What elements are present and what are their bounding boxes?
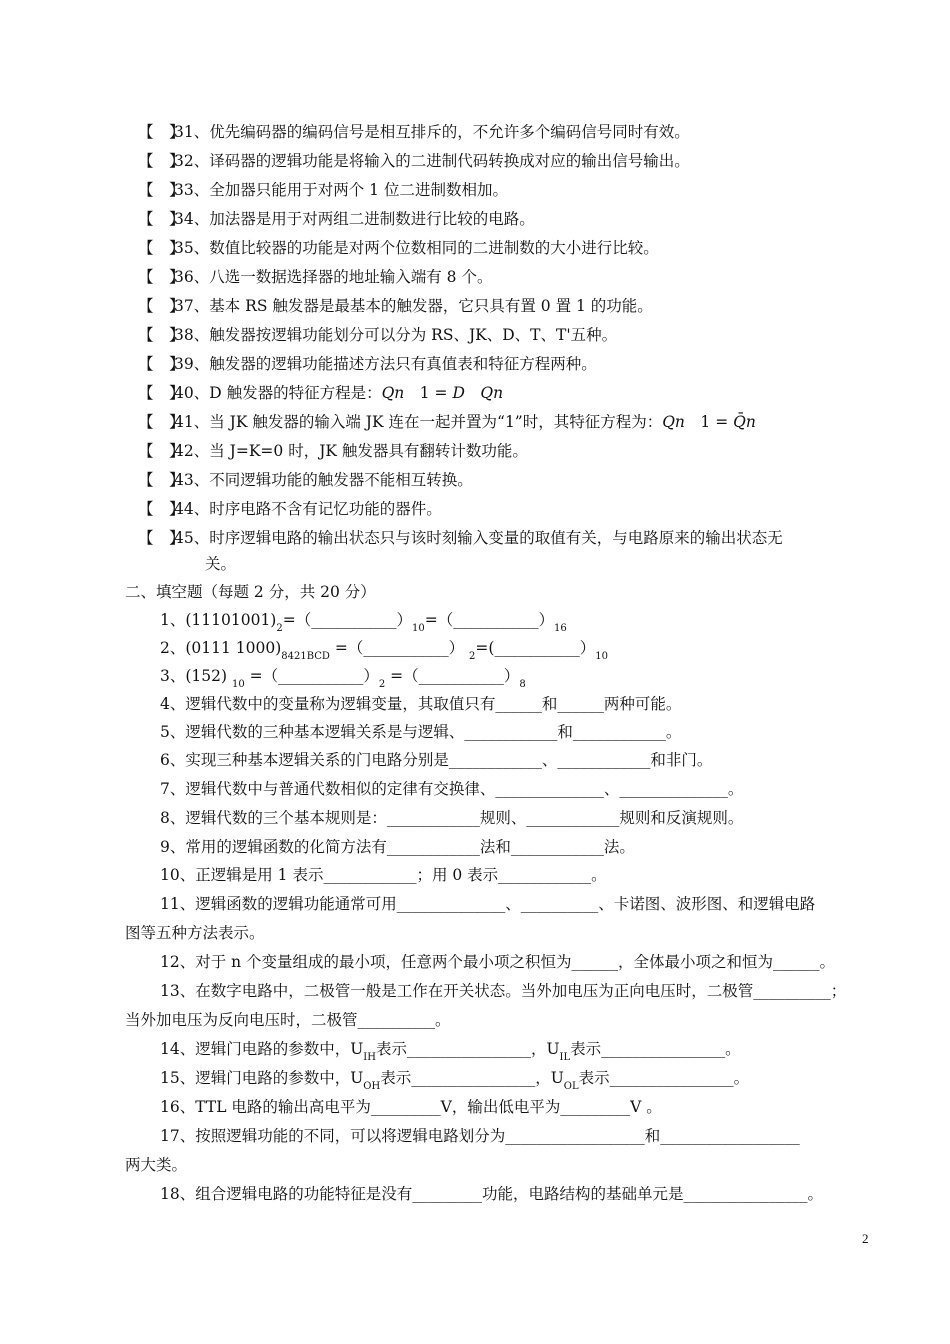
tf-item bbox=[138, 209, 858, 229]
tf-item-text: 45、时序逻辑电路的输出状态只与该时刻输入变量的取值有关，与电路原来的输出状态无 bbox=[174, 529, 783, 547]
fill-q6: 6、实现三种基本逻辑关系的门电路分别是____________、____________和非门。 bbox=[160, 751, 713, 769]
fill-q13-line2: 当外加电压为反向电压时，二极管__________。 bbox=[125, 1011, 451, 1029]
answer-bracket: 【 】 bbox=[138, 268, 185, 286]
answer-bracket: 【 】 bbox=[138, 384, 185, 402]
tf-item-text: 37、基本 RS 触发器是最基本的触发器，它只具有置 0 置 1 的功能。 bbox=[174, 297, 653, 315]
fill-q17-line1: 17、按照逻辑功能的不同，可以将逻辑电路划分为__________________和__________________ bbox=[160, 1127, 800, 1145]
fill-q13-line1: 13、在数字电路中，二极管一般是工作在开关状态。当外加电压为正向电压时，二极管__________； bbox=[160, 982, 847, 1000]
answer-bracket: 【 】 bbox=[138, 123, 185, 141]
tf-item bbox=[138, 180, 858, 200]
fill-q18: 18、组合逻辑电路的功能特征是没有_________功能，电路结构的基础单元是________________。 bbox=[160, 1185, 823, 1203]
fill-q14: 14、逻辑门电路的参数中，$U_{IH}$表示________________，$U_{IL}$表示________________。 bbox=[160, 1040, 741, 1063]
fill-q3: 3、(152) $_{10} =(\_\_\_\_\_\_\_\_\_\_\_)_2$ $=(\_\_\_\_\_\_\_\_\_\_\_)_8$ bbox=[160, 667, 526, 690]
answer-bracket: 【 】 bbox=[138, 181, 185, 199]
answer-bracket: 【 】 bbox=[138, 500, 185, 518]
fill-q11-line2: 图等五种方法表示。 bbox=[125, 924, 265, 942]
fill-q4: 4、逻辑代数中的变量称为逻辑变量，其取值只有______和______两种可能。 bbox=[160, 695, 682, 713]
tf-item bbox=[138, 238, 858, 258]
fill-q16: 16、TTL 电路的输出高电平为_________V，输出低电平为_________V 。 bbox=[160, 1098, 662, 1116]
section-title: 二、填空题（每题 2 分，共 20 分） bbox=[125, 583, 376, 601]
tf-item-text: 41、当 JK 触发器的输入端 JK 连在一起并置为“1”时，其特征方程为：𝑄𝑛 1 = 𝑄̄𝑛 bbox=[174, 413, 756, 431]
fill-q11-line1: 11、逻辑函数的逻辑功能通常可用______________、__________、卡诺图、波形图、和逻辑电路 bbox=[160, 895, 816, 913]
fill-q9: 9、常用的逻辑函数的化简方法有____________法和____________法。 bbox=[160, 838, 635, 856]
fill-q7: 7、逻辑代数中与普通代数相似的定律有交换律、______________、______________。 bbox=[160, 780, 744, 798]
tf-item bbox=[138, 296, 858, 316]
page-number: 2 bbox=[862, 1231, 869, 1246]
tf-item bbox=[138, 151, 858, 171]
fill-q5: 5、逻辑代数的三种基本逻辑关系是与逻辑、____________和____________。 bbox=[160, 723, 682, 741]
tf-item-text: 40、D 触发器的特征方程是：𝑄𝑛 1 = 𝐷 𝑄𝑛 bbox=[174, 384, 504, 402]
tf-item bbox=[138, 499, 858, 519]
fill-q15: 15、逻辑门电路的参数中，$U_{OH}$表示________________，$U_{OL}$表示________________。 bbox=[160, 1069, 750, 1092]
tf-item-text: 39、触发器的逻辑功能描述方法只有真值表和特征方程两种。 bbox=[174, 355, 597, 373]
tf-item bbox=[138, 325, 858, 345]
tf-item bbox=[138, 470, 858, 490]
fill-q1: 1、$(11101001)_2=(\_\_\_\_\_\_\_\_\_\_\_)_{10}=(\_\_\_\_\_\_\_\_\_\_\_)_{16}$ bbox=[160, 611, 567, 634]
tf-item bbox=[138, 267, 858, 287]
tf-item bbox=[138, 383, 858, 403]
tf-item-text: 42、当 J=K=0 时，JK 触发器具有翻转计数功能。 bbox=[174, 442, 528, 460]
fill-q8: 8、逻辑代数的三个基本规则是：____________规则、____________规则和反演规则。 bbox=[160, 809, 744, 827]
answer-bracket: 【 】 bbox=[138, 152, 185, 170]
answer-bracket: 【 】 bbox=[138, 239, 185, 257]
tf-item-text: 35、数值比较器的功能是对两个位数相同的二进制数的大小进行比较。 bbox=[174, 239, 659, 257]
tf-item-text: 32、译码器的逻辑功能是将输入的二进制代码转换成对应的输出信号输出。 bbox=[174, 152, 690, 170]
tf-item bbox=[138, 412, 858, 432]
tf-item bbox=[138, 528, 858, 548]
tf-item-text: 31、优先编码器的编码信号是相互排斥的，不允许多个编码信号同时有效。 bbox=[174, 123, 690, 141]
answer-bracket: 【 】 bbox=[138, 442, 185, 460]
answer-bracket: 【 】 bbox=[138, 355, 185, 373]
fill-q17-line2: 两大类。 bbox=[125, 1156, 188, 1174]
tf-item bbox=[138, 122, 858, 142]
fill-q2: 2、(0111 $1000)_{8421BCD}$ =（___________） $_2=(\_\_\_\_\_\_\_\_\_\_\_)_{10}$ bbox=[160, 639, 608, 662]
tf-item bbox=[138, 441, 858, 461]
tf45-continuation: 关。 bbox=[205, 555, 237, 573]
tf-item bbox=[138, 354, 858, 374]
answer-bracket: 【 】 bbox=[138, 210, 185, 228]
answer-bracket: 【 】 bbox=[138, 297, 185, 315]
tf-item-text: 43、不同逻辑功能的触发器不能相互转换。 bbox=[174, 471, 473, 489]
tf-item-text: 34、加法器是用于对两组二进制数进行比较的电路。 bbox=[174, 210, 535, 228]
tf-item-text: 36、八选一数据选择器的地址输入端有 8 个。 bbox=[174, 268, 493, 286]
answer-bracket: 【 】 bbox=[138, 529, 185, 547]
answer-bracket: 【 】 bbox=[138, 471, 185, 489]
tf-item-text: 38、触发器按逻辑功能划分可以分为 RS、JK、D、T、T'五种。 bbox=[174, 326, 618, 344]
answer-bracket: 【 】 bbox=[138, 413, 185, 431]
fill-q10: 10、正逻辑是用 1 表示____________；用 0 表示____________。 bbox=[160, 866, 607, 884]
tf-item-text: 44、时序电路不含有记忆功能的器件。 bbox=[174, 500, 442, 518]
tf-item-text: 33、全加器只能用于对两个 1 位二进制数相加。 bbox=[174, 181, 508, 199]
answer-bracket: 【 】 bbox=[138, 326, 185, 344]
fill-q12: 12、对于 n 个变量组成的最小项，任意两个最小项之积恒为______，全体最小项之和恒为______。 bbox=[160, 953, 836, 971]
